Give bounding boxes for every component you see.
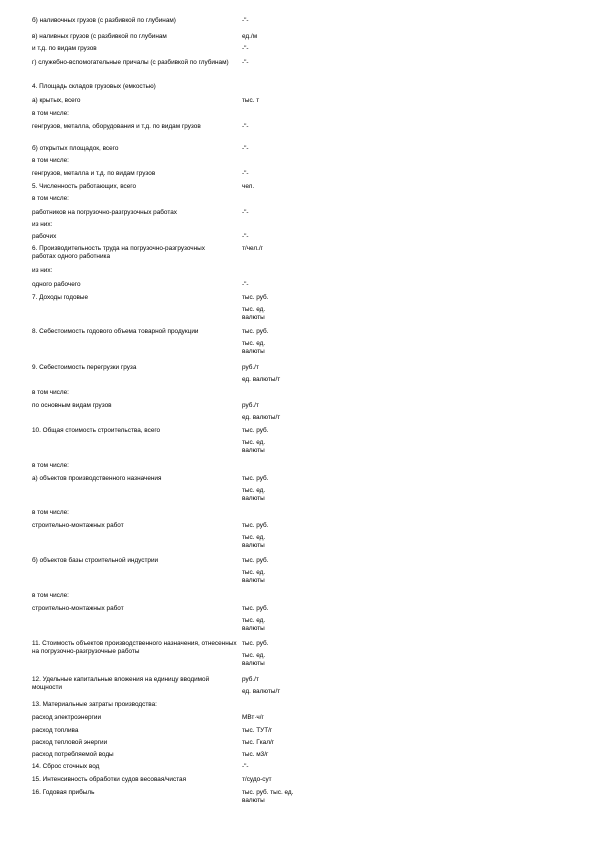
row-unit: руб./т ед. валюты/т bbox=[242, 402, 281, 421]
row-label: 11. Стоимость объектов производственного назначения, отнесенных на погрузочно-разгрузочные работы bbox=[32, 640, 237, 655]
row-unit: тыс. руб. тыс. ед. валюты bbox=[242, 475, 269, 502]
row-unit: тыс. руб. тыс. ед. валюты bbox=[242, 328, 269, 355]
row-label: г) служебно-вспомогательные причалы (с разбивкой по глубинам) bbox=[32, 59, 229, 66]
row-label: расход электроэнергии bbox=[32, 714, 102, 721]
row-label: 12. Удельные капитальные вложения на единицу вводимой мощности bbox=[32, 676, 210, 691]
row-label: 9. Себестоимость перегрузки груза bbox=[32, 364, 137, 371]
row-label: 16. Годовая прибыль bbox=[32, 789, 95, 796]
row-label: а) объектов производственного назначения bbox=[32, 475, 162, 482]
row-unit: тыс. м3/г bbox=[242, 751, 269, 758]
row-unit: тыс. руб. тыс. ед. валюты bbox=[242, 605, 269, 632]
row-label: б) открытых площадок, всего bbox=[32, 145, 119, 152]
row-unit: ед./м bbox=[242, 33, 258, 40]
row-unit: тыс. руб. тыс. ед. валюты bbox=[242, 294, 269, 321]
row-label: 6. Производительность труда на погрузочно-разгрузочных работах одного работника bbox=[32, 245, 205, 260]
row-label: в том числе: bbox=[32, 509, 69, 516]
row-label: в том числе: bbox=[32, 110, 69, 117]
row-unit: -"- bbox=[242, 45, 249, 52]
row-unit: тыс. ТУТ/г bbox=[242, 727, 273, 734]
row-unit: руб./т ед. валюты/т bbox=[242, 364, 281, 383]
row-unit: -"- bbox=[242, 123, 249, 130]
row-label: б) объектов базы строительной индустрии bbox=[32, 557, 159, 564]
row-label: 10. Общая стоимость строительства, всего bbox=[32, 427, 161, 434]
row-label: в том числе: bbox=[32, 157, 69, 164]
row-label: строительно-монтажных работ bbox=[32, 605, 124, 612]
row-label: и т.д. по видам грузов bbox=[32, 45, 97, 52]
row-unit: руб./т ед. валюты/т bbox=[242, 676, 281, 695]
row-label: генгрузов, металла, оборудования и т.д. по видам грузов bbox=[32, 123, 201, 130]
row-unit: тыс. руб. тыс. ед. валюты bbox=[242, 789, 294, 804]
row-unit: тыс. т bbox=[242, 97, 260, 104]
row-label: расход потребляемой воды bbox=[32, 751, 114, 758]
row-label: 15. Интенсивность обработки судов весовая/чистая bbox=[32, 776, 187, 783]
row-label: в том числе: bbox=[32, 195, 69, 202]
row-unit: тыс. Гкал/г bbox=[242, 739, 275, 746]
row-unit: чел. bbox=[242, 183, 255, 190]
row-label: строительно-монтажных работ bbox=[32, 522, 124, 529]
row-label: расход топлива bbox=[32, 727, 79, 734]
row-label: а) крытых, всего bbox=[32, 97, 81, 104]
row-unit: тыс. руб. тыс. ед. валюты bbox=[242, 640, 269, 667]
row-label: одного рабочего bbox=[32, 281, 81, 288]
row-label: 4. Площадь складов грузовых (емкостью) bbox=[32, 83, 156, 90]
row-unit: -"- bbox=[242, 763, 249, 770]
row-label: из них: bbox=[32, 267, 53, 274]
row-label: в том числе: bbox=[32, 389, 69, 396]
row-label: 5. Численность работающих, всего bbox=[32, 183, 137, 190]
row-label: 8. Себестоимость годового объема товарной продукции bbox=[32, 328, 199, 335]
row-unit: т/чел./г bbox=[242, 245, 263, 252]
row-unit: тыс. руб. тыс. ед. валюты bbox=[242, 557, 269, 584]
row-label: расход тепловой энергии bbox=[32, 739, 108, 746]
row-unit: -"- bbox=[242, 233, 249, 240]
row-unit: т/судо-сут bbox=[242, 776, 272, 783]
row-unit: -"- bbox=[242, 17, 249, 24]
row-label: 13. Материальные затраты производства: bbox=[32, 701, 157, 708]
row-unit: тыс. руб. тыс. ед. валюты bbox=[242, 522, 269, 549]
row-label: работников на погрузочно-разгрузочных работах bbox=[32, 209, 177, 216]
row-label: рабочих bbox=[32, 233, 57, 240]
row-label: б) наливочных грузов (с разбивкой по глубинам) bbox=[32, 17, 176, 24]
row-label: генгрузов, металла и т.д. по видам грузов bbox=[32, 170, 156, 177]
row-label: 7. Доходы годовые bbox=[32, 294, 89, 301]
row-unit: МВт·ч/г bbox=[242, 714, 264, 721]
row-label: в) наливных грузов (с разбивкой по глубинам bbox=[32, 33, 167, 40]
row-label: 14. Сброс сточных вод bbox=[32, 763, 100, 770]
row-unit: -"- bbox=[242, 59, 249, 66]
row-unit: -"- bbox=[242, 209, 249, 216]
row-label: по основным видам грузов bbox=[32, 402, 112, 409]
row-label: в том числе: bbox=[32, 462, 69, 469]
row-label: из них: bbox=[32, 221, 53, 228]
row-unit: -"- bbox=[242, 145, 249, 152]
row-unit: -"- bbox=[242, 281, 249, 288]
row-label: в том числе: bbox=[32, 592, 69, 599]
row-unit: -"- bbox=[242, 170, 249, 177]
row-unit: тыс. руб. тыс. ед. валюты bbox=[242, 427, 269, 454]
